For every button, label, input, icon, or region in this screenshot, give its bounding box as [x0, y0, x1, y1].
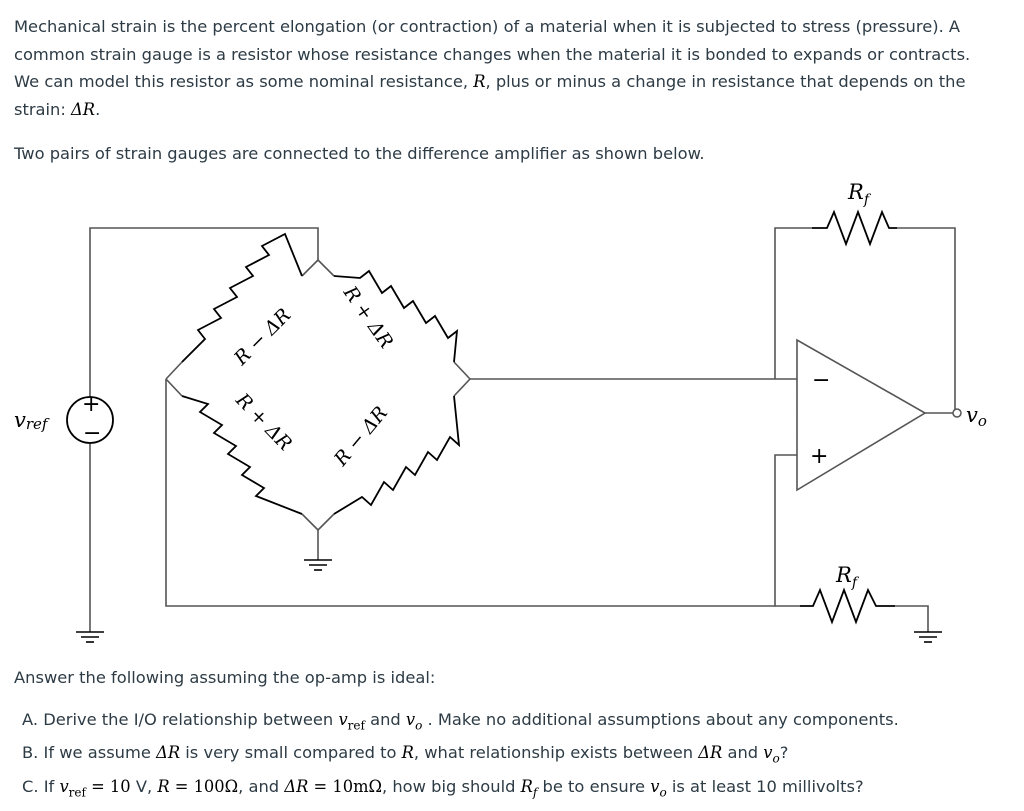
op-amp [797, 340, 925, 490]
label-vref: vref [14, 408, 48, 433]
output-terminal [953, 409, 961, 417]
source-plus-symbol: + [82, 392, 101, 417]
label-bridge-lower-left: R + ΔR [231, 389, 297, 456]
label-vo: vo [966, 403, 987, 430]
intro-text-3: . [95, 99, 101, 119]
label-bridge-upper-right: R + ΔR [338, 282, 398, 353]
feedback-resistor-bottom [800, 590, 895, 622]
intro-text-2: , plus or minus a change in resistance that depends on the strain: [14, 72, 966, 119]
label-rf-top: $R_f$ [848, 180, 869, 208]
question-list [22, 706, 1012, 806]
answer-lead: Answer the following assuming the op-amp is ideal: [14, 668, 436, 687]
label-bridge-upper-left: R − ΔR [229, 304, 296, 370]
source-minus-symbol: − [83, 421, 102, 446]
intro-text-1: Mechanical strain is the percent elongation (or contraction) of a material when it is subjected to stress (pressure). A common strain gauge is a resistor whose resistance changes when the material it is bonded to expands or contracts. We can model this resistor as some nominal resistance, [14, 17, 971, 91]
question-c: C. If $v_{ref} = 10$ V, R = 100Ω, and ΔR = 10mΩ, how big should $R_f$ be to ensure $v_o$ is at least 10 millivolts? [22, 776, 864, 799]
voltage-source [67, 392, 113, 446]
ground-symbol-feedback [914, 632, 942, 642]
label-rf-bottom: $R_f$ [836, 563, 857, 591]
op-amp-noninverting-symbol: + [810, 444, 829, 469]
math-r: R [473, 72, 486, 91]
question-b: B. If we assume ΔR is very small compared to R, what relationship exists between ΔR and $v_o$? [22, 743, 789, 766]
math-delta-r: ΔR [71, 99, 96, 119]
feedback-resistor-top [812, 212, 897, 244]
pairs-paragraph: Two pairs of strain gauges are connected to the difference amplifier as shown below. [14, 144, 705, 163]
ground-symbol-bridge [304, 560, 332, 570]
question-a: A. Derive the I/O relationship between $v_{ref}$ and $v_o$ . Make no additional assumptions about any components. [22, 710, 899, 733]
label-bridge-lower-right: R − ΔR [329, 402, 393, 471]
ground-symbol-source [76, 632, 104, 642]
op-amp-inverting-symbol: − [812, 368, 831, 393]
